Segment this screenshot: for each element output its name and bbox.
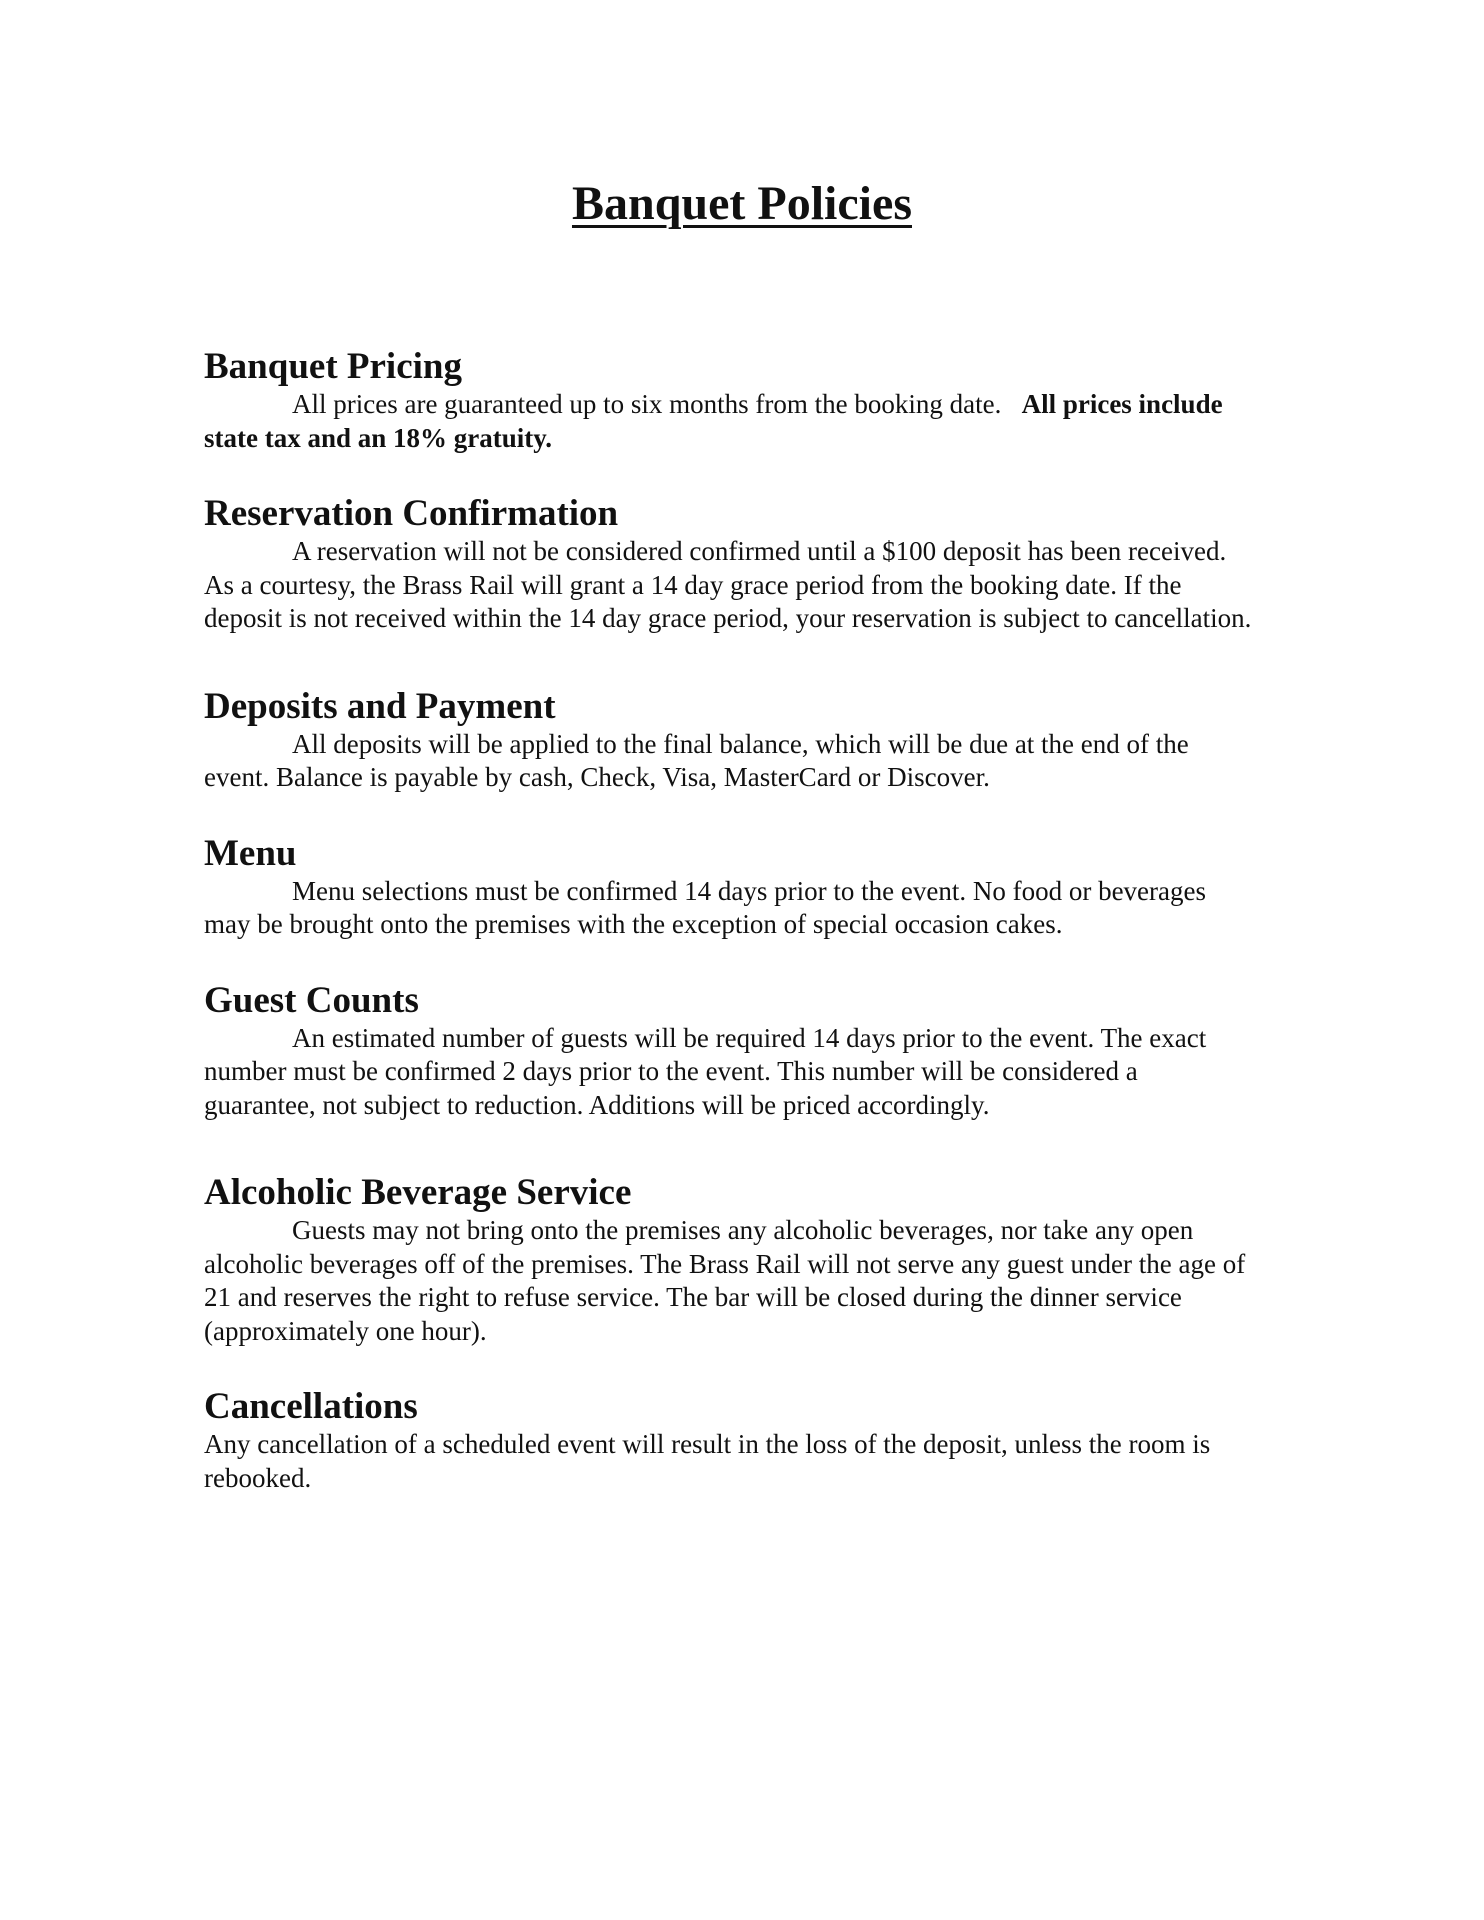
section-body: An estimated number of guests will be required 14 days prior to the event. The exact number must be confirmed 2 days prior to the event. This number will be considered a guarantee, not subject to reduction. Additions will be priced accordingly. [204, 1022, 1207, 1120]
section-heading: Reservation Confirmation [204, 493, 619, 534]
section-body: Menu selections must be confirmed 14 days prior to the event. No food or beverages may be brought onto the premises with the exception of special occasion cakes. [204, 875, 1207, 939]
spacer [204, 1122, 1256, 1172]
section-reservation-confirmation [204, 493, 1256, 636]
section-body-bold-text: All prices include state tax and an 18% gratuity. [204, 389, 1223, 453]
section-deposits-and-payment [204, 686, 1256, 795]
section-cancellations [204, 1386, 1256, 1495]
section-body: A reservation will not be considered confirmed until a $100 deposit has been received. As a courtesy, the Brass Rail will grant a 14 day grace period from the booking date. If the deposit is not received within the 14 day grace period, your reservation is subject to cancellation. [204, 536, 1252, 633]
spacer [204, 795, 1256, 833]
section-body-text: All prices are guaranteed up to six months from the booking date. [292, 389, 1002, 419]
section-heading: Menu [204, 832, 297, 874]
section-heading: Banquet Pricing [204, 346, 462, 387]
section-menu [204, 833, 1256, 942]
section-banquet-pricing [204, 346, 1256, 455]
section-heading: Cancellations [204, 1386, 418, 1427]
section-heading: Alcoholic Beverage Service [204, 1172, 632, 1213]
page-title [0, 176, 1484, 232]
section-guest-counts [204, 980, 1256, 1123]
spacer [204, 455, 1256, 493]
section-alcoholic-beverage-service [204, 1172, 1256, 1348]
section-body: Guests may not bring onto the premises any alcoholic beverages, nor take any open alcoholic beverages off of the premises. The Brass Rail will not serve any guest under the age of 21 and reserves the right to refuse service. The bar will be closed during the dinner service (approximately one hour). [204, 1215, 1246, 1346]
spacer [204, 1348, 1256, 1386]
section-body [204, 388, 1256, 455]
page-title-text: Banquet Policies [571, 177, 912, 230]
spacer [204, 942, 1256, 980]
section-heading: Deposits and Payment [204, 685, 556, 727]
policy-list [204, 346, 1256, 1495]
section-heading: Guest Counts [204, 979, 419, 1021]
section-body: All deposits will be applied to the final balance, which will be due at the end of the event. Balance is payable by cash, Check, Visa, MasterCard or Discover. [204, 728, 1189, 792]
spacer [204, 636, 1256, 686]
section-body: Any cancellation of a scheduled event will result in the loss of the deposit, unless the room is rebooked. [204, 1429, 1211, 1493]
